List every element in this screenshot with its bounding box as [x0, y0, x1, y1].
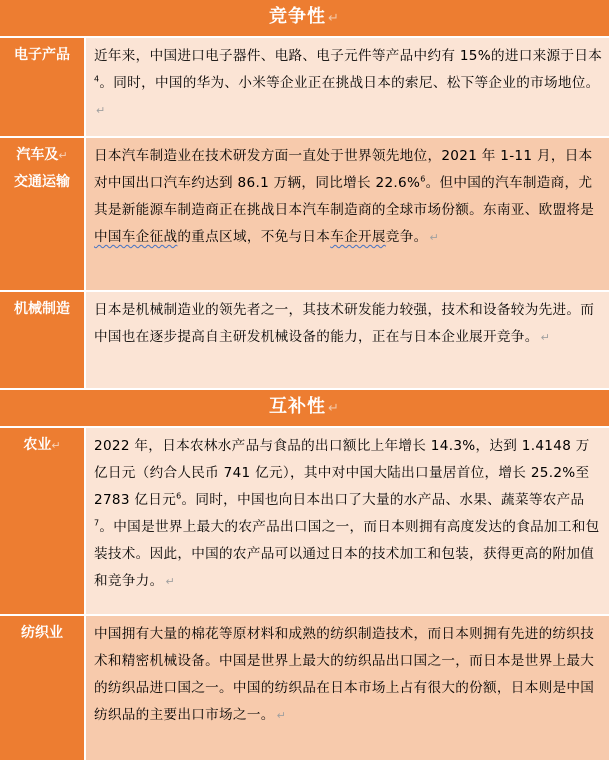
content-text: 竞争。: [385, 229, 428, 245]
row-electronics: [0, 36, 609, 136]
category-label: 农业: [23, 437, 52, 453]
row-auto: [0, 136, 609, 290]
paragraph-mark: ↵: [51, 439, 61, 452]
category-agriculture: [0, 428, 86, 614]
category-textile: [0, 616, 86, 760]
paragraph-mark: ↵: [540, 331, 551, 344]
content-text: 的重点区域，不免与日本: [177, 229, 331, 245]
content-agriculture: [86, 428, 609, 614]
content-text: 。但中国的汽车制造商，尤其是新能源车制造商正在挑战日本汽车制造商的全球市场份额。东南亚、欧盟将是: [94, 175, 595, 218]
row-textile: [0, 614, 609, 760]
category-label: 交通运输: [14, 174, 70, 190]
footnote-ref: 4: [94, 74, 100, 84]
category-electronics: [0, 38, 86, 136]
category-label: 机械制造: [14, 301, 70, 317]
footnote-ref: 7: [94, 518, 100, 528]
footnote-ref: 6: [420, 174, 426, 184]
content-text: 日本汽车制造业在技术研发方面一直处于世界领先地位，2021 年 1-11 月，日本对中国出口汽车约达到 86.1 万辆，同比增长 22.6%: [94, 148, 593, 191]
footnote-ref: 6: [176, 491, 182, 501]
content-text: 。同时，中国也向日本出口了大量的水产品、水果、蔬菜等农产品: [181, 492, 585, 508]
paragraph-mark: ↵: [328, 401, 340, 416]
category-label: 纺织业: [21, 625, 63, 641]
row-machinery: [0, 290, 609, 388]
paragraph-mark: ↵: [328, 11, 340, 26]
content-machinery: [86, 292, 609, 388]
content-text: 中国拥有大量的棉花等原材料和成熟的纺织制造技术，而日本则拥有先进的纺织技术和精密机械设备。中国是世界上最大的纺织品出口国之一，而日本是世界上最大的纺织品进口国之一。中国的纺织品在日本市场上占有很大的份额，日本则是中国纺织品的主要出口市场之一。: [94, 626, 595, 723]
content-text: 。同时，中国的华为、小米等企业正在挑战日本的索尼、松下等企业的市场地位。: [99, 75, 600, 91]
paragraph-mark: ↵: [165, 575, 175, 588]
content-text: 。中国是世界上最大的农产品出口国之一，而日本则拥有高度发达的食品加工和包装技术。因此，中国的农产品可以通过日本的技术加工和包装，获得更高的附加值和竞争力。: [94, 519, 600, 589]
category-auto: [0, 138, 86, 290]
grammar-underlined-text: 车企开展: [330, 229, 386, 245]
row-agriculture: [0, 426, 609, 614]
section-title-complementarity: 互补性: [269, 396, 327, 417]
content-electronics: [86, 38, 609, 136]
section-header-competition: [0, 0, 609, 36]
content-text: 近年来，中国进口电子器件、电路、电子元件等产品中约有 15%的进口来源于日本: [94, 48, 603, 64]
content-text: 2022 年，日本农林水产品与食品的出口额比上年增长 14.3%，达到 1.4148 万亿日元（约合人民币 741 亿元），其中对中国大陆出口量居首位，增长 25.2%至 2783 亿日元: [94, 438, 590, 508]
content-text: 日本是机械制造业的领先者之一，其技术研发能力较强，技术和设备较为先进。而中国也在逐步提高自主研发机械设备的能力，正在与日本企业展开竞争。: [94, 302, 595, 345]
paragraph-mark: ↵: [429, 231, 440, 244]
section-title-competition: 竞争性: [269, 6, 327, 27]
paragraph-mark: ↵: [96, 104, 106, 117]
grammar-underlined-text: 中国车企征战: [94, 229, 178, 245]
paragraph-mark: ↵: [276, 709, 287, 722]
content-auto: [86, 138, 609, 290]
content-textile: [86, 616, 609, 760]
category-label: 电子产品: [14, 47, 70, 63]
category-machinery: [0, 292, 86, 388]
category-label: 汽车及: [16, 147, 59, 163]
section-header-complementarity: [0, 388, 609, 426]
paragraph-mark: ↵: [58, 149, 68, 162]
